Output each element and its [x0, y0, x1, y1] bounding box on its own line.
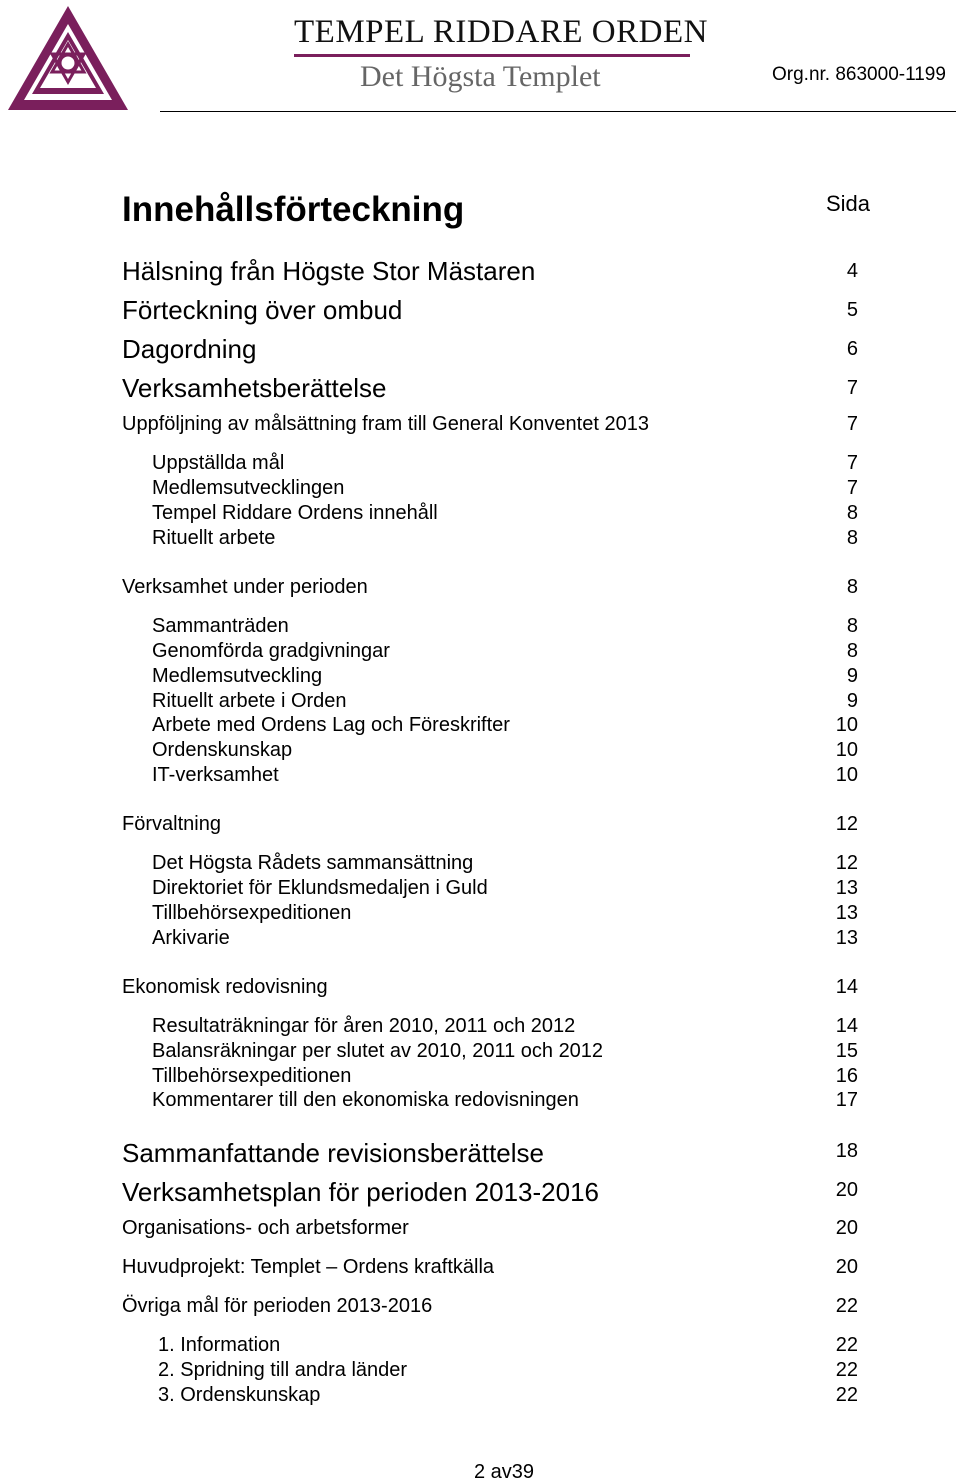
toc-entry-label: Medlemsutveckling [152, 665, 323, 687]
toc-entry-label: Verksamhet under perioden [122, 576, 368, 598]
toc-entry-label: Uppföljning av målsättning fram till General Konventet 2013 [122, 413, 649, 435]
header-divider [160, 111, 956, 112]
toc-entry-page: 10 [835, 739, 858, 761]
toc-entry-label: Balansräkningar per slutet av 2010, 2011 och 2012 [152, 1040, 604, 1062]
toc-entry-label: 2. Spridning till andra länder [158, 1359, 408, 1381]
toc-entry-label: Tempel Riddare Ordens innehåll [152, 502, 438, 524]
toc-entry-page: 10 [835, 714, 858, 736]
toc-entry-page: 20 [835, 1179, 858, 1201]
toc-entry-page: 8 [846, 576, 858, 598]
org-name: TEMPEL RIDDARE ORDEN [294, 14, 708, 50]
toc-entry-page: 7 [846, 477, 858, 499]
toc-entry-page: 7 [846, 413, 858, 435]
toc-entry-label: Tillbehörsexpeditionen [152, 1065, 352, 1087]
page-column-label: Sida [826, 191, 871, 216]
toc-entry-page: 12 [835, 852, 858, 874]
toc-entry-page: 22 [835, 1295, 858, 1317]
toc-entry-label: 3. Ordenskunskap [158, 1384, 321, 1406]
toc-entry-label: Arbete med Ordens Lag och Föreskrifter [152, 714, 510, 736]
toc-entry-label: Genomförda gradgivningar [152, 640, 390, 662]
toc-entry-label: Verksamhetsplan för perioden 2013-2016 [122, 1177, 599, 1207]
toc-entry-page: 20 [835, 1217, 858, 1239]
toc-entry-label: Ekonomisk redovisning [122, 976, 328, 998]
org-number: Org.nr. 863000-1199 [772, 64, 946, 85]
toc-entry-label: Direktoriet för Eklundsmedaljen i Guld [152, 877, 488, 899]
toc-entry-page: 22 [835, 1359, 858, 1381]
toc-entry-page: 9 [846, 690, 858, 712]
toc-entry-label: Rituellt arbete i Orden [152, 690, 347, 712]
toc-entry-label: IT-verksamhet [152, 764, 279, 786]
toc-entry-label: Förteckning över ombud [122, 295, 403, 325]
toc-entry-label: Tillbehörsexpeditionen [152, 902, 352, 924]
toc-entry-page: 15 [835, 1040, 858, 1062]
toc-entry-page: 8 [846, 640, 858, 662]
toc-entry-page: 8 [846, 502, 858, 524]
toc-entry-label: Huvudprojekt: Templet – Ordens kraftkälla [122, 1256, 495, 1278]
toc-entry-label: Resultaträkningar för åren 2010, 2011 och 2012 [152, 1015, 576, 1037]
toc-entry-label: Rituellt arbete [152, 527, 276, 549]
toc-entry-page: 14 [835, 1015, 858, 1037]
org-name-underline [294, 54, 690, 57]
toc-entry-label: 1. Information [158, 1334, 281, 1356]
toc-entry-page: 20 [835, 1256, 858, 1278]
toc-entry-page: 13 [835, 877, 858, 899]
toc-entry-label: Organisations- och arbetsformer [122, 1217, 409, 1239]
toc-entry-page: 13 [835, 927, 858, 949]
toc-entry-page: 8 [846, 527, 858, 549]
toc-entry-label: Uppställda mål [152, 452, 285, 474]
toc-entry-page: 14 [835, 976, 858, 998]
toc-entry-label: Sammanfattande revisionsberättelse [122, 1138, 545, 1168]
toc-entry-page: 10 [835, 764, 858, 786]
toc-entry-page: 22 [835, 1334, 858, 1356]
toc-title: Innehållsförteckning [122, 190, 465, 229]
toc-entry-label: Det Högsta Rådets sammansättning [152, 852, 474, 874]
toc-entry-label: Ordenskunskap [152, 739, 293, 761]
toc-entry-page: 22 [835, 1384, 858, 1406]
toc-entry-page: 16 [835, 1065, 858, 1087]
toc-entry-page: 12 [835, 813, 858, 835]
toc-entry-page: 8 [846, 615, 858, 637]
org-subtitle: Det Högsta Templet [360, 60, 601, 93]
toc-entry-page: 4 [846, 260, 858, 282]
toc-entry-label: Medlemsutvecklingen [152, 477, 345, 499]
toc-entry-label: Verksamhetsberättelse [122, 373, 387, 403]
toc-entry-page: 7 [846, 452, 858, 474]
page-indicator: 2 av39 [474, 1461, 535, 1483]
toc-entry-page: 7 [846, 377, 858, 399]
hexagram-triangle-logo-icon [4, 2, 132, 114]
toc-entry-label: Kommentarer till den ekonomiska redovisningen [152, 1089, 579, 1111]
toc-entry-label: Förvaltning [122, 813, 221, 835]
toc-entry-label: Hälsning från Högste Stor Mästaren [122, 256, 536, 286]
toc-entry-page: 5 [846, 299, 858, 321]
toc-entry-page: 13 [835, 902, 858, 924]
toc-entry-label: Dagordning [122, 334, 257, 364]
toc-entry-page: 17 [835, 1089, 858, 1111]
toc-entry-page: 6 [846, 338, 858, 360]
toc-entry-page: 18 [835, 1140, 858, 1162]
toc-entry-label: Arkivarie [152, 927, 230, 949]
toc-entry-page: 9 [846, 665, 858, 687]
toc-entry-label: Sammanträden [152, 615, 289, 637]
toc-entry-label: Övriga mål för perioden 2013-2016 [122, 1295, 433, 1317]
